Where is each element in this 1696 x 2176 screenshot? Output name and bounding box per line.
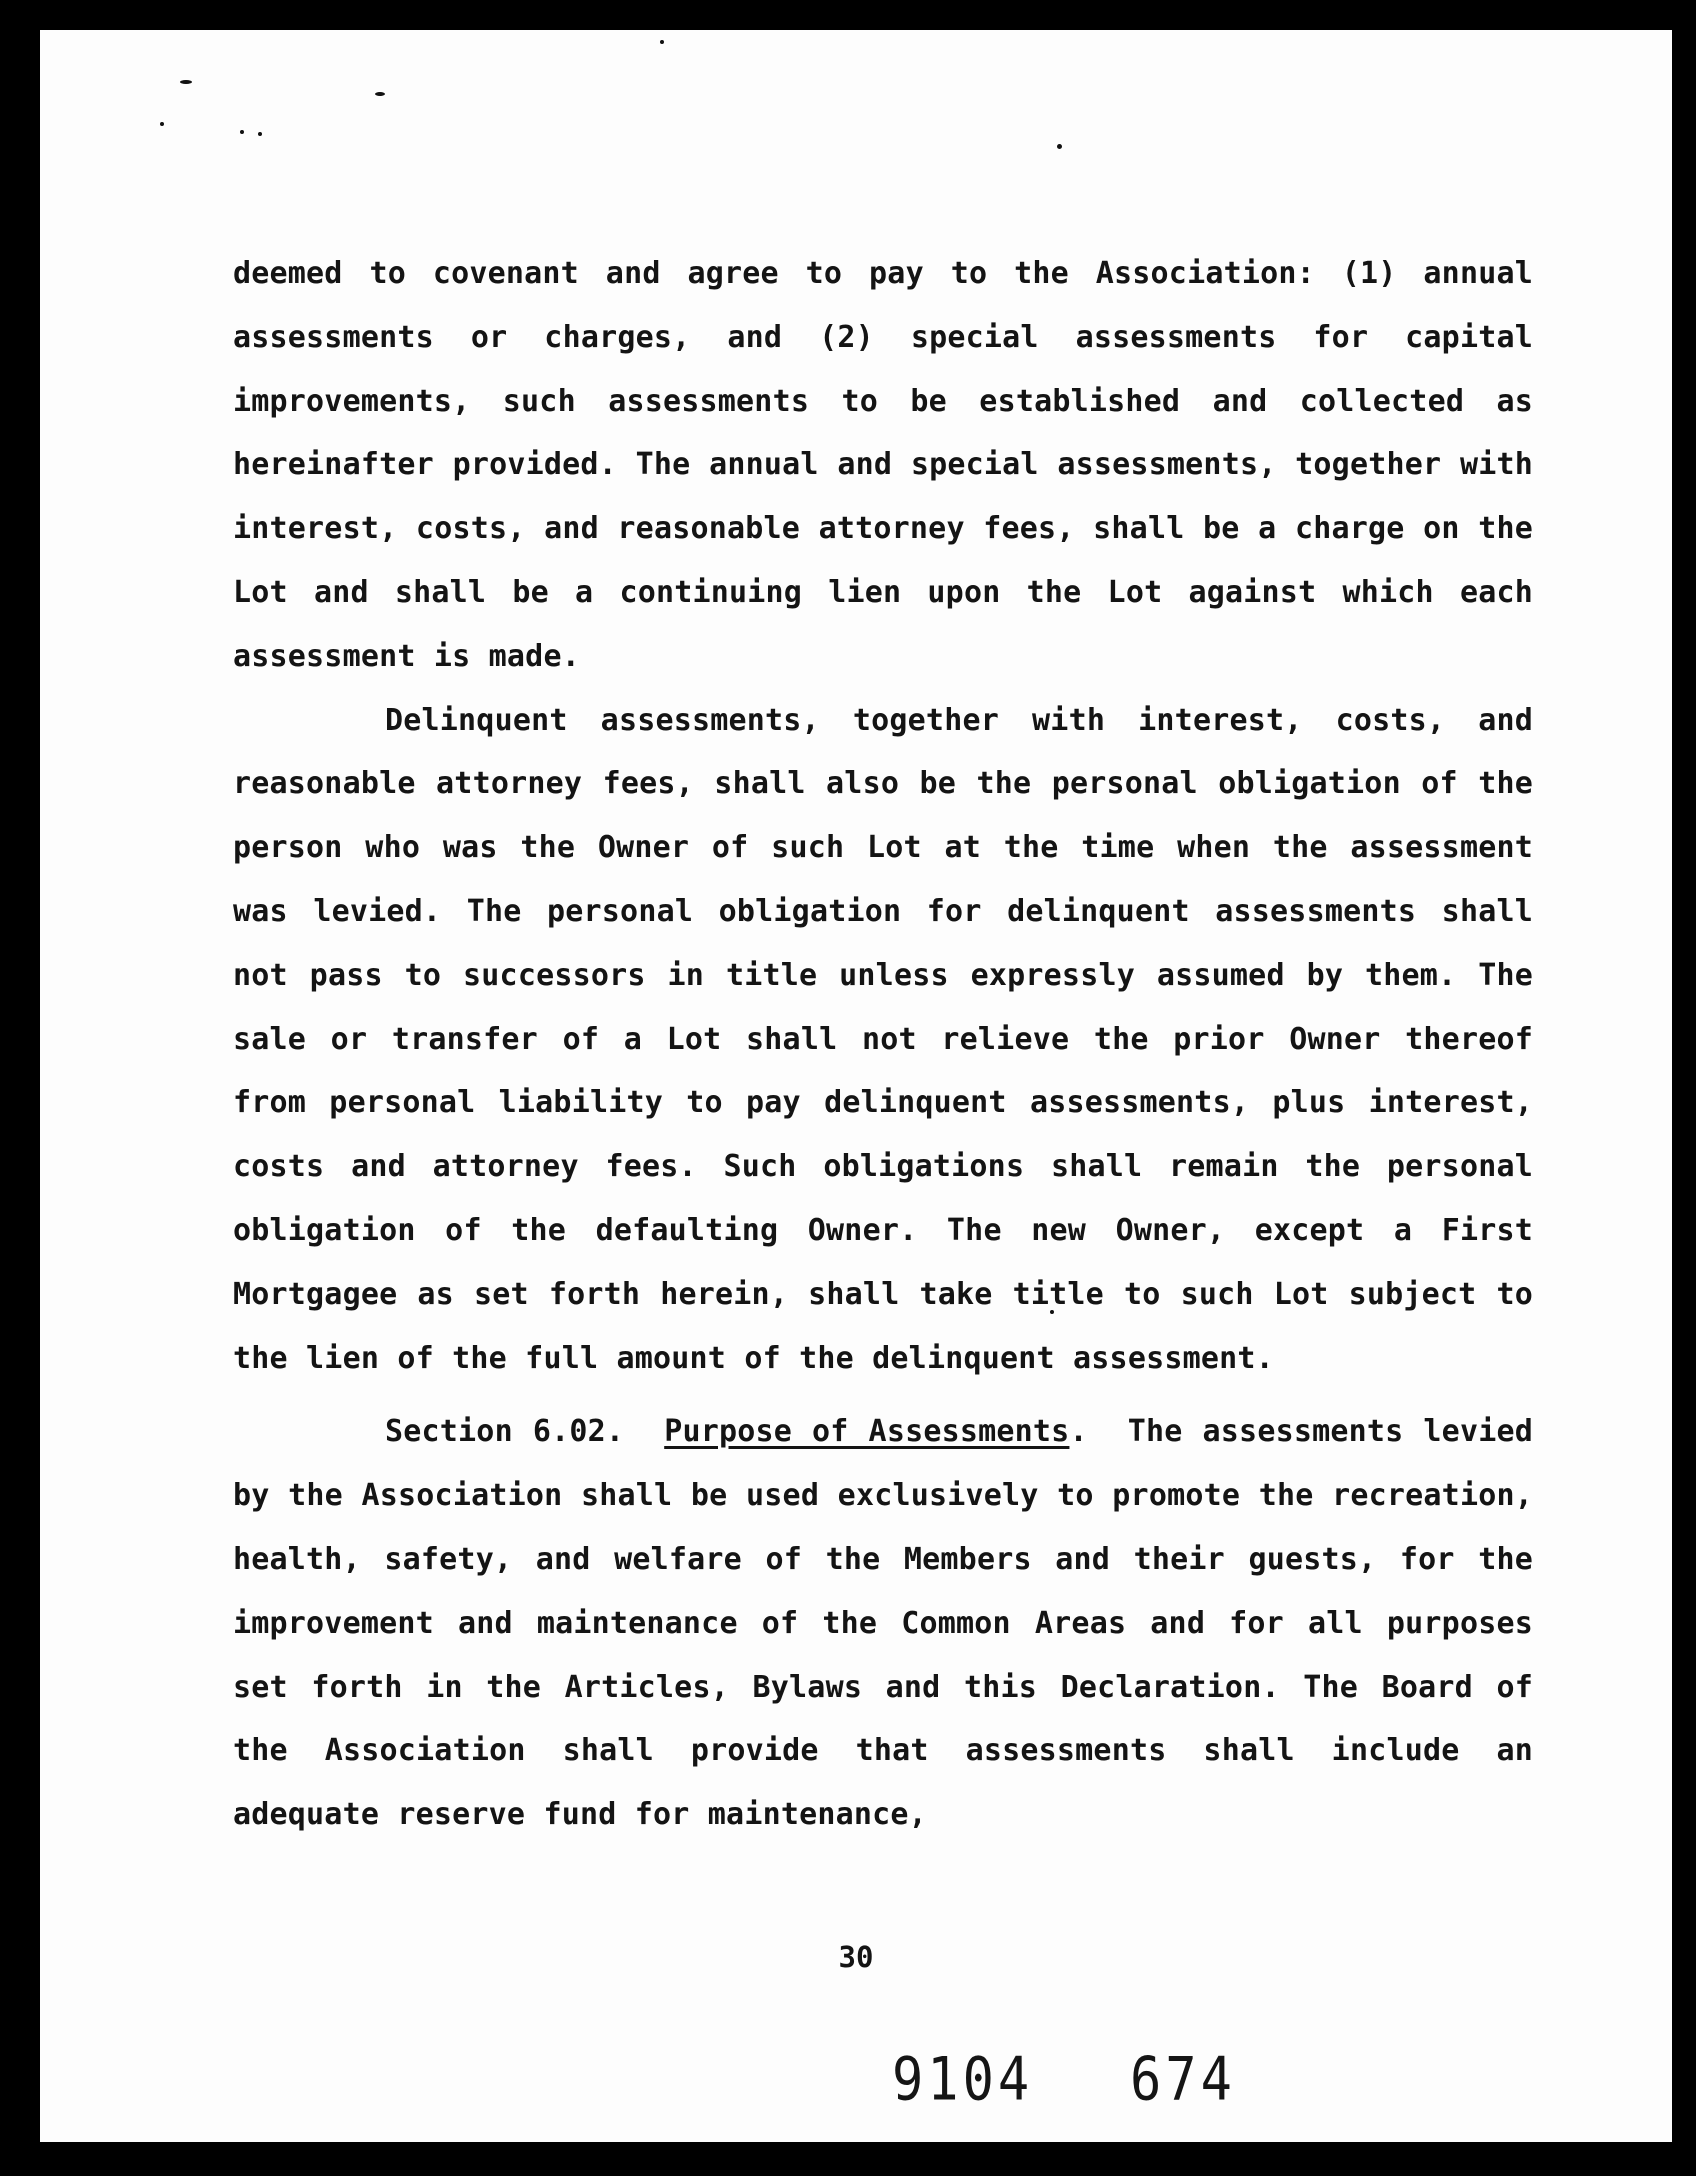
section-heading: Purpose of Assessments (664, 1414, 1070, 1450)
paragraph-assessments-obligation: deemed to covenant and agree to pay to the Association: (1) annual assessments or charges, and (2) special assessments for capital improvements, such assessments to be established and collected as hereinafter provided. The annual and special assessments, together with interest, costs, and reasonable attorney fees, shall be a charge on the Lot and shall be a continuing lien upon the Lot against which each assessment is made. (233, 256, 1533, 674)
section-6-02 (233, 1400, 1533, 1847)
recording-stamp-book: 9104 (892, 2045, 1034, 2115)
scan-speck (1057, 144, 1062, 149)
section-heading-punct: . (1069, 1414, 1088, 1450)
recording-stamp-page: 674 (1130, 2045, 1236, 2115)
body-text (233, 242, 1533, 1847)
scan-speck (660, 40, 664, 44)
document-page (40, 30, 1672, 2142)
section-number: Section 6.02. (385, 1414, 625, 1450)
page-number: 30 (838, 1940, 874, 1974)
paragraph-delinquent-assessments: Delinquent assessments, together with interest, costs, and reasonable attorney fees, shall also be the personal obligation of the person who was the Owner of such Lot at the time when the assessment was levied. The personal obligation for delinquent assessments shall not pass to successors in title unless expressly assumed by them. The sale or transfer of a Lot shall not relieve the prior Owner thereof from personal liability to pay delinquent assessments, plus interest, costs and attorney fees. Such obligations shall remain the personal obligation of the defaulting Owner. The new Owner, except a First Mortgagee as set forth herein, shall take title to such Lot subject to the lien of the full amount of the delinquent assessment. (233, 702, 1533, 1376)
scan-speck (375, 92, 385, 96)
section-body: The assessments levied by the Association shall be used exclusively to promote the recreation, health, safety, and welfare of the Members and their guests, for the improvement and maintenance of the Common Areas and for all purposes set forth in the Articles, Bylaws and this Declaration. The Board of the Association shall provide that assessments shall include an adequate reserve fund for maintenance, (233, 1414, 1533, 1833)
scan-speck (180, 80, 192, 84)
scan-speck (258, 132, 262, 136)
scan-speck (160, 122, 164, 126)
scan-speck (240, 130, 244, 134)
